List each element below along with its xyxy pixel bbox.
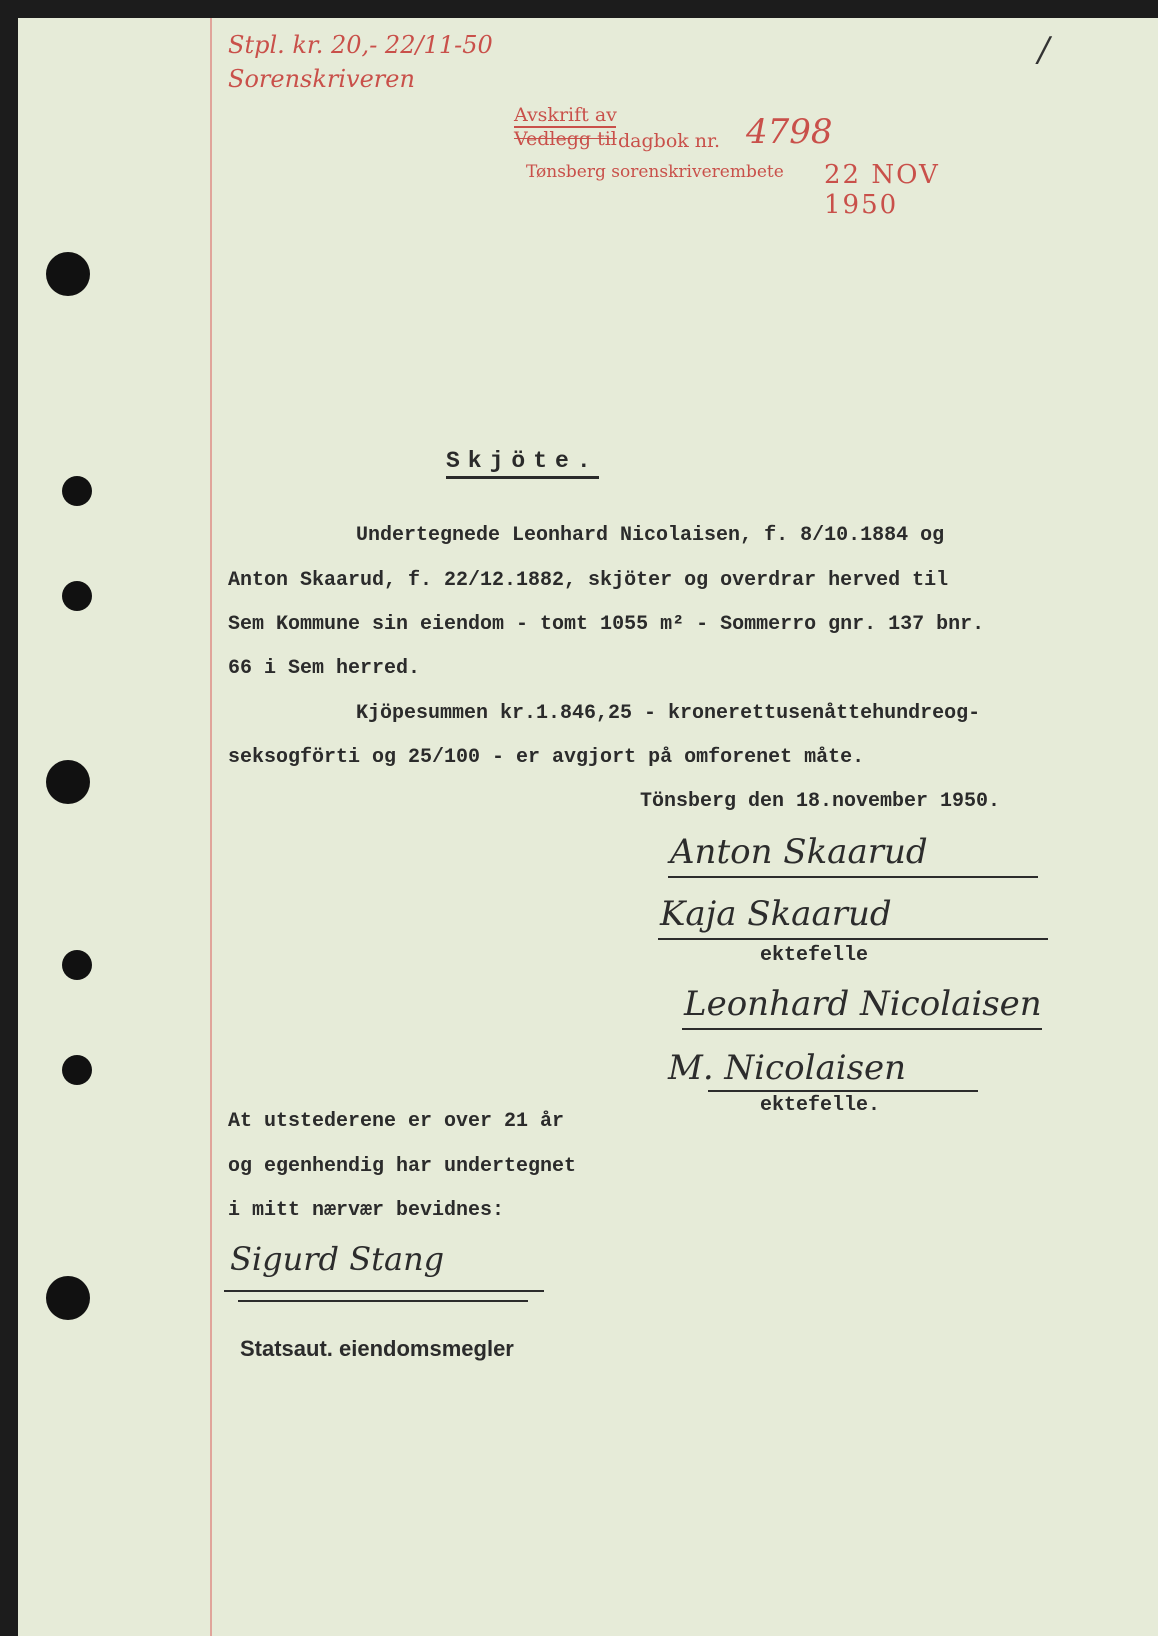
body-line: Undertegnede Leonhard Nicolaisen, f. 8/10.1884 og [356,524,945,547]
punch-hole [46,1276,90,1320]
witness-line: At utstederene er over 21 år [228,1110,565,1133]
signature-kaja-skaarud: Kaja Skaarud [660,894,892,934]
registry-stamp [514,104,994,220]
spouse-caption: ektefelle. [760,1094,881,1117]
stamp-line-vedlegg: Vedlegg til [514,128,617,150]
signature-leonhard-nicolaisen: Leonhard Nicolaisen [684,984,1042,1024]
stamp-duty-signature: Sorenskriveren [228,65,415,93]
punch-hole [62,476,92,506]
signature-underline [658,938,1048,940]
place-date-line: Tönsberg den 18.november 1950. [640,790,1001,813]
stamp-duty-note [228,28,493,96]
stamp-office-name: Tønsberg sorenskriverembete [526,162,784,182]
document-title: Skjöte. [446,448,599,479]
body-line: Anton Skaarud, f. 22/12.1882, skjöter og overdrar herved til [228,569,949,592]
stamp-dagbok-number: 4798 [746,112,833,152]
stamp-line-avskrift: Avskrift av [514,104,617,126]
body-line: Kjöpesummen kr.1.846,25 - kronerettusenåttehundreog- [356,702,981,725]
corner-mark: / [1038,30,1050,70]
punch-hole [62,1055,92,1085]
broker-title: Statsaut. eiendomsmegler [240,1336,514,1361]
spouse-caption: ektefelle [760,944,869,967]
signature-underline [224,1290,544,1292]
punch-hole [46,760,90,804]
stamp-line-dagbok: dagbok nr. [618,130,721,152]
signature-anton-skaarud: Anton Skaarud [670,832,928,872]
signature-m-nicolaisen: M. Nicolaisen [668,1048,907,1088]
stamp-date: 22 NOV 1950 [824,160,940,220]
witness-line: i mitt nærvær bevidnes: [228,1199,505,1222]
signature-underline [682,1028,1042,1030]
signature-underline [668,876,1038,878]
document-page [18,18,1158,1636]
punch-hole [62,581,92,611]
punch-hole [62,950,92,980]
body-line: 66 i Sem herred. [228,657,421,680]
stamp-duty-line: Stpl. kr. 20,- 22/11-50 [228,31,493,59]
body-line: seksogförti og 25/100 - er avgjort på omforenet måte. [228,746,865,769]
punch-hole [46,252,90,296]
signature-underline [708,1090,978,1092]
margin-line [210,18,212,1636]
witness-line: og egenhendig har undertegnet [228,1155,577,1178]
signature-underline [238,1300,528,1302]
body-line: Sem Kommune sin eiendom - tomt 1055 m² - Sommerro gnr. 137 bnr. [228,613,985,636]
signature-witness: Sigurd Stang [230,1240,445,1278]
